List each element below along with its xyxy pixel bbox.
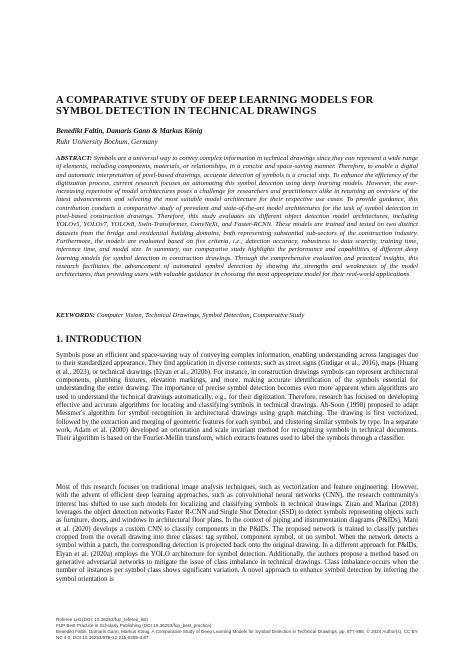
footer-citation: Benedikt Faltin, Damaris Gann, Markus König, A Comparative Study of Deep Learning Models for Symbol Detection in Technical Drawings, pp. 877-886, © 2024 Author(s), CC BY NC 4.0, DOI 10.36253/979-12-215-0289-3.87 <box>56 628 418 640</box>
author-list: Benedikt Faltin, Damaris Gann & Markus König <box>56 127 203 135</box>
keywords-label: KEYWORDS: <box>56 312 96 319</box>
footer-referee-list: Referee List (DOI: 10.36253/fup_referee_list) <box>56 617 148 622</box>
footer-best-practice: FUP Best Practice in Scholarly Publishing (DOI 10.36253/fup_best_practice) <box>56 622 212 628</box>
affiliation: Ruhr University Bochum, Germany <box>56 138 158 146</box>
intro-paragraph-2: Most of this research focuses on traditional image analysis techniques, such as vectorization and feature engineering. However, with the advent of efficient deep learning approaches, such as convolutional neural networks (CNN), the research community's interest has shifted to use such models for localizing and classifying symbols in technical drawings. Ziran and Marinai (2018) leverages the object detection networks Faster R-CNN and Single Shot Detector (SSD) to detect symbols representing objects such as furniture, doors, and windows in architectural floor plans. In the context of piping and instrumentation diagrams (P&IDs), Mani et al. (2020) develops a custom CNN to classify components in the P&IDs. The proposed network is trained to classify patches cropped from the overall drawing into three classes: tag symbol, component symbol, or no symbol. When the network detects a symbol within a patch, the corresponding detection is projected back onto the original drawing. In a different approach for P&IDs, Elyan et al. (2020a) employs the YOLO architecture for symbol detection. Additionally, the authors propose a method based on generative adversarial networks to mitigate the issue of class imbalance in technical drawings. Class imbalance occurs when the number of instances per symbol class shows significant variation. A novel approach to enhance symbol detection by inferring the symbol orientation is <box>56 484 418 583</box>
keywords-text: Computer Vision, Technical Drawings, Symbol Detection, Comparative Study <box>96 312 305 319</box>
keywords <box>56 312 418 319</box>
page-footer <box>56 617 418 641</box>
abstract-label: ABSTRACT: <box>56 155 92 162</box>
section-heading-introduction: 1. INTRODUCTION <box>56 335 142 345</box>
abstract-text: Symbols are a universal way to convey complex information in technical drawings since they can represent a wide range of elements, including components, materials, or relationships, in a concise and space-saving manner. Therefore, to enable a digital and automatic interpretation of pixel-based drawings, accurate detection of symbols is a crucial step. To enhance the efficiency of the digitization process, current research focuses on automating this symbol detection using deep learning models. However, the ever-increasing repertoire of model architectures poses a challenge for researchers and practitioners alike in retaining an overview of the latest advancements and selecting the most suitable model architecture for their respective use cases. To provide guidance, this contribution conducts a comparative study of prevalent and state-of-the-art model architectures for the task of symbol detection in pixel-based construction drawings. Therefore, this study evaluates six different object detection model architectures, including YOLOv5, YOLOv7, YOLOv8, Swin-Transformer, ConvNeXt, and Faster-RCNN. These models are trained and tested on two distinct datasets from the bridge and residential building domains, both representing substantial sub-sectors of the construction industry. Furthermore, the models are evaluated based on five criteria, i.e., detection accuracy, robustness to data scarcity, training time, inference time, and model size. In summary, our comparative study highlights the performance and capabilities of different deep learning models for symbol detection in construction drawings. Through the comprehensive evaluation and practical insights, this research facilitates the advancement of automated symbol detection by showing the strengths and weaknesses of the model architectures, thus providing users with valuable guidance in choosing the most appropriate model for their real-world applications. <box>56 155 419 279</box>
abstract <box>56 155 418 279</box>
paper-title: A COMPARATIVE STUDY OF DEEP LEARNING MODELS FOR SYMBOL DETECTION IN TECHNICAL DRAWINGS <box>56 95 374 117</box>
intro-paragraph-1: Symbols pose an efficient and space-saving way of conveying complex information, enabling understanding across languages due to their standardized appearance. They find application in diverse contexts, such as street signs (Gudigar et al., 2016), maps (Huang et al., 2023), or technical drawings (Elyan et al., 2020b). For instance, in construction drawings symbols can represent architectural components, plumbing fixtures, elevation markings, and more, making accurate identification of the symbols essential for understanding the entire drawing. The importance of precise symbol detection becomes even more apparent when algorithms are used to understand the technical drawings automatically, e.g., for their digitization. Therefore, research has focused on developing effective and accurate algorithms for locating and classifying symbols in technical drawings. Ah-Soon (1998) proposed to adapt Messmer's algorithm for symbol recognition in architectural drawings using graph matching. The drawing is first vectorized, followed by the extraction and merging of geometric features for each symbol, and clustering similar symbols by type. In a separate work, Adam et al. (2000) developed an orientation and scale invariant method for recognizing symbols in technical documents. Their algorithm is based on the Fourier-Mellin transform, which extracts features used to label the symbols through a classifier. <box>56 352 418 443</box>
